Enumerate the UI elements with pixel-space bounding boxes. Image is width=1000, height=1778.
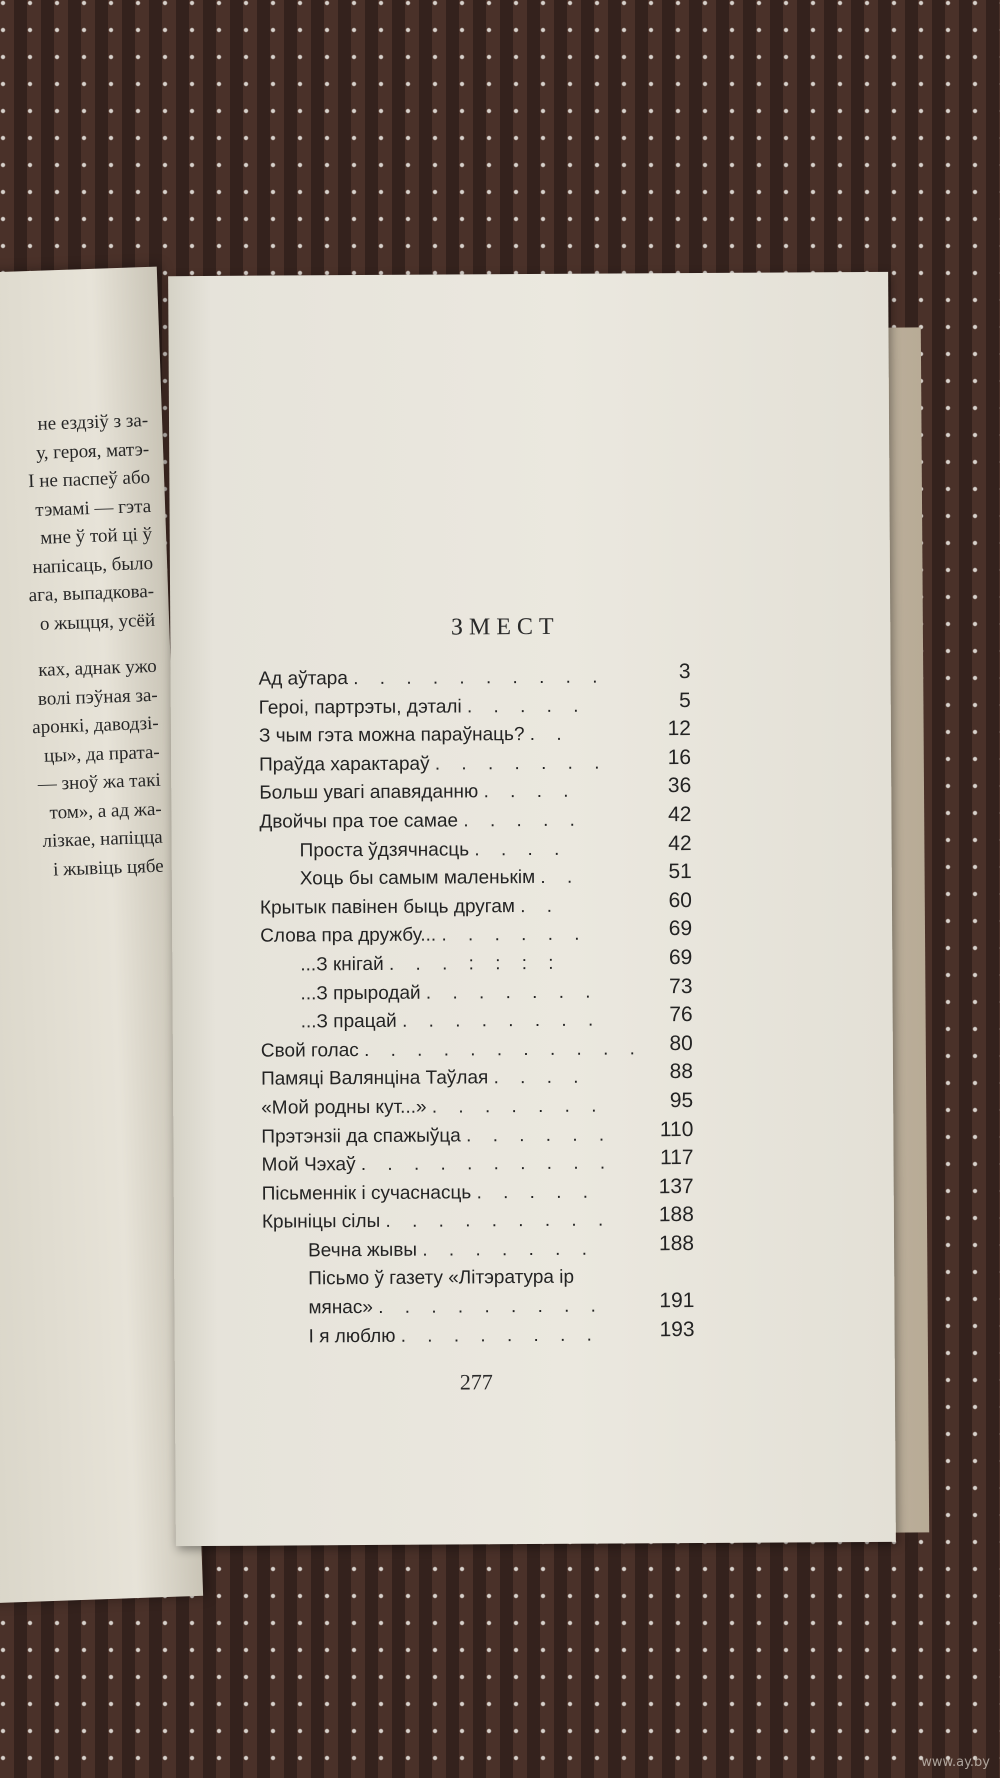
toc-leader-dots: . . . . bbox=[493, 1066, 587, 1089]
toc-page-number: 188 bbox=[658, 1231, 695, 1256]
toc-entry-title: Крыніцы сілы bbox=[261, 1211, 381, 1233]
left-page-line: не ездзіў з за- bbox=[37, 409, 149, 435]
watermark: www.ay.by bbox=[921, 1755, 990, 1770]
toc-page-number: 16 bbox=[667, 745, 692, 769]
toc-leader-dots: . . . . . . bbox=[466, 1124, 613, 1146]
left-page-line: — зноў жа такі bbox=[37, 769, 162, 796]
toc-entry bbox=[261, 1174, 694, 1212]
toc-entry-title: Больш увагі апавяданню bbox=[259, 781, 479, 805]
right-page bbox=[168, 272, 896, 1546]
toc-page-number: 69 bbox=[668, 945, 693, 970]
toc-leader-dots: . . . . . . . . . . bbox=[353, 666, 606, 690]
toc-entry bbox=[260, 860, 692, 897]
toc-page-number: 51 bbox=[668, 860, 692, 884]
toc-leader-dots: . . . . . . . . bbox=[401, 1009, 602, 1032]
toc-entry bbox=[262, 1289, 695, 1326]
toc-leader-dots: . . bbox=[529, 723, 570, 746]
toc-entry-title: Героі, партрэты, дэталі bbox=[258, 696, 462, 719]
left-page-line: І не паспеў або bbox=[27, 466, 151, 493]
toc-page-number: 69 bbox=[668, 917, 693, 941]
toc-page-number: 42 bbox=[668, 831, 692, 855]
left-page-line: і жывіць цябе bbox=[52, 855, 165, 881]
toc-leader-dots: . . . . . . . bbox=[422, 1238, 596, 1261]
toc-entry bbox=[258, 660, 691, 697]
toc-entry-title: Вечна жывы bbox=[308, 1239, 418, 1262]
toc-page-number: 5 bbox=[678, 688, 691, 712]
toc-leader-dots: . . bbox=[520, 895, 561, 917]
toc-entry-title: Ад аўтара bbox=[258, 668, 348, 690]
toc-entry bbox=[260, 974, 693, 1012]
left-page-line: у, героя, матэ- bbox=[35, 438, 150, 464]
toc-leader-dots: . . . : : : : bbox=[388, 952, 562, 975]
toc-entry bbox=[259, 888, 693, 926]
toc-page-number: 137 bbox=[658, 1174, 694, 1198]
toc-entry-title: ...З прыродай bbox=[300, 982, 421, 1004]
toc-entry bbox=[262, 1266, 694, 1297]
left-page-line: аронкі, даводзі- bbox=[31, 712, 160, 739]
toc-entry bbox=[262, 1231, 695, 1269]
toc-entry bbox=[258, 717, 691, 754]
toc-entry bbox=[261, 1117, 694, 1155]
toc-leader-dots: . . . . . . . . . bbox=[378, 1295, 605, 1319]
toc-page-number: 191 bbox=[659, 1289, 695, 1313]
toc-entry-title: Двойчы пра тое самае bbox=[259, 810, 459, 833]
toc-entry bbox=[260, 1060, 694, 1097]
toc-page-number: 12 bbox=[667, 717, 691, 741]
toc-entry-title: Проста ўдзячнасць bbox=[299, 838, 470, 861]
toc-leader-dots: . . . . . . . bbox=[434, 752, 608, 775]
toc-page-number: 73 bbox=[669, 974, 693, 998]
left-page-line: мне ў той ці ў bbox=[39, 523, 153, 549]
toc-leader-dots: . . . . . . bbox=[441, 924, 588, 946]
left-page-line: ках, аднак ужо bbox=[37, 655, 158, 681]
toc-entry-title: Свой голас bbox=[260, 1039, 359, 1062]
toc-page-number: 3 bbox=[678, 660, 691, 684]
left-page-line: том», а ад жа- bbox=[49, 798, 163, 824]
left-page-line: цы», да прата- bbox=[43, 741, 161, 767]
toc-page-number: 60 bbox=[668, 888, 693, 912]
left-page-line: волі пэўная за- bbox=[37, 684, 159, 710]
toc-entry-title: Памяці Валянціна Таўлая bbox=[260, 1067, 489, 1090]
toc-entry-title: ...З працай bbox=[300, 1010, 397, 1033]
toc-page-number: 193 bbox=[659, 1317, 695, 1341]
toc-entry-title: мянас» bbox=[308, 1297, 373, 1319]
toc-entry-title: Праўда характараў bbox=[259, 753, 430, 776]
toc-entry bbox=[260, 831, 692, 869]
left-page-line: ага, выпадкова- bbox=[28, 580, 155, 607]
toc-entry-title: Мой Чэхаў bbox=[261, 1154, 356, 1176]
toc-leader-dots: . . . . . bbox=[476, 1181, 597, 1204]
toc-leader-dots: . . . . . . . bbox=[431, 1095, 605, 1118]
toc-page-number: 80 bbox=[669, 1031, 693, 1055]
left-page-text bbox=[0, 407, 164, 891]
left-page-line: тэмамі — гэта bbox=[34, 495, 152, 521]
toc-page-number: 110 bbox=[659, 1117, 694, 1141]
toc-entry-title: З чым гэта можна параўнаць? bbox=[258, 724, 525, 747]
toc-entry-title: Слова пра дружбу... bbox=[260, 924, 437, 948]
toc-entry bbox=[258, 688, 691, 726]
toc-entry-title: Хоць бы самым маленькім bbox=[299, 867, 536, 890]
toc-entry bbox=[259, 774, 692, 811]
toc-leader-dots: . . . . . . . . . bbox=[385, 1209, 612, 1233]
toc-leader-dots: . . . . . bbox=[466, 695, 587, 717]
toc-page-number: 88 bbox=[669, 1060, 694, 1084]
toc-page-number: 36 bbox=[667, 774, 692, 798]
toc-entry bbox=[261, 1203, 694, 1240]
toc-leader-dots: . . . . . . . . . . bbox=[360, 1152, 614, 1176]
toc-page-number: 42 bbox=[667, 802, 692, 827]
toc-entry-title: Пісьменнік і сучаснасць bbox=[261, 1182, 472, 1205]
toc-page-number: 76 bbox=[669, 1003, 693, 1027]
toc-entry-title: ...З кнігай bbox=[300, 953, 384, 976]
toc-page-number: 117 bbox=[659, 1146, 694, 1170]
toc-entry-title: І я люблю bbox=[308, 1325, 396, 1348]
toc-page-number: 95 bbox=[669, 1088, 694, 1113]
toc-entry bbox=[260, 917, 693, 954]
toc-entry bbox=[259, 802, 692, 840]
toc-entry bbox=[259, 745, 692, 783]
toc-list bbox=[258, 660, 695, 1355]
toc-page-number: 188 bbox=[658, 1203, 694, 1227]
page-number: 277 bbox=[459, 1369, 493, 1395]
toc-entry bbox=[260, 945, 693, 983]
toc-entry bbox=[261, 1146, 694, 1183]
toc-entry-title: Крытык павінен быць другам bbox=[259, 895, 515, 919]
toc-leader-dots: . . . . . bbox=[463, 809, 583, 832]
left-page-line: о жыцця, усёй bbox=[39, 609, 156, 635]
toc-title: ЗМЕСТ bbox=[450, 613, 560, 641]
toc-entry-title: «Мой родны кут...» bbox=[261, 1096, 427, 1119]
toc-leader-dots: . . . . . . . . . . . bbox=[363, 1038, 643, 1061]
toc-entry bbox=[261, 1003, 693, 1040]
toc-leader-dots: . . . . bbox=[483, 781, 577, 803]
toc-entry-title: Пісьмо ў газету «Літэратура ір bbox=[308, 1267, 575, 1290]
toc-leader-dots: . . . . bbox=[474, 838, 568, 860]
toc-entry-title: Прэтэнзіі да спажыўца bbox=[261, 1124, 461, 1148]
toc-entry bbox=[260, 1031, 693, 1069]
toc-leader-dots: . . bbox=[540, 866, 581, 889]
toc-entry bbox=[261, 1088, 694, 1126]
toc-entry bbox=[263, 1317, 695, 1355]
left-page-line: напісаць, было bbox=[32, 552, 154, 578]
toc-leader-dots: . . . . . . . bbox=[425, 981, 599, 1004]
toc-leader-dots: . . . . . . . . bbox=[400, 1324, 600, 1347]
left-page-line: лізкае, напіцца bbox=[42, 826, 164, 852]
